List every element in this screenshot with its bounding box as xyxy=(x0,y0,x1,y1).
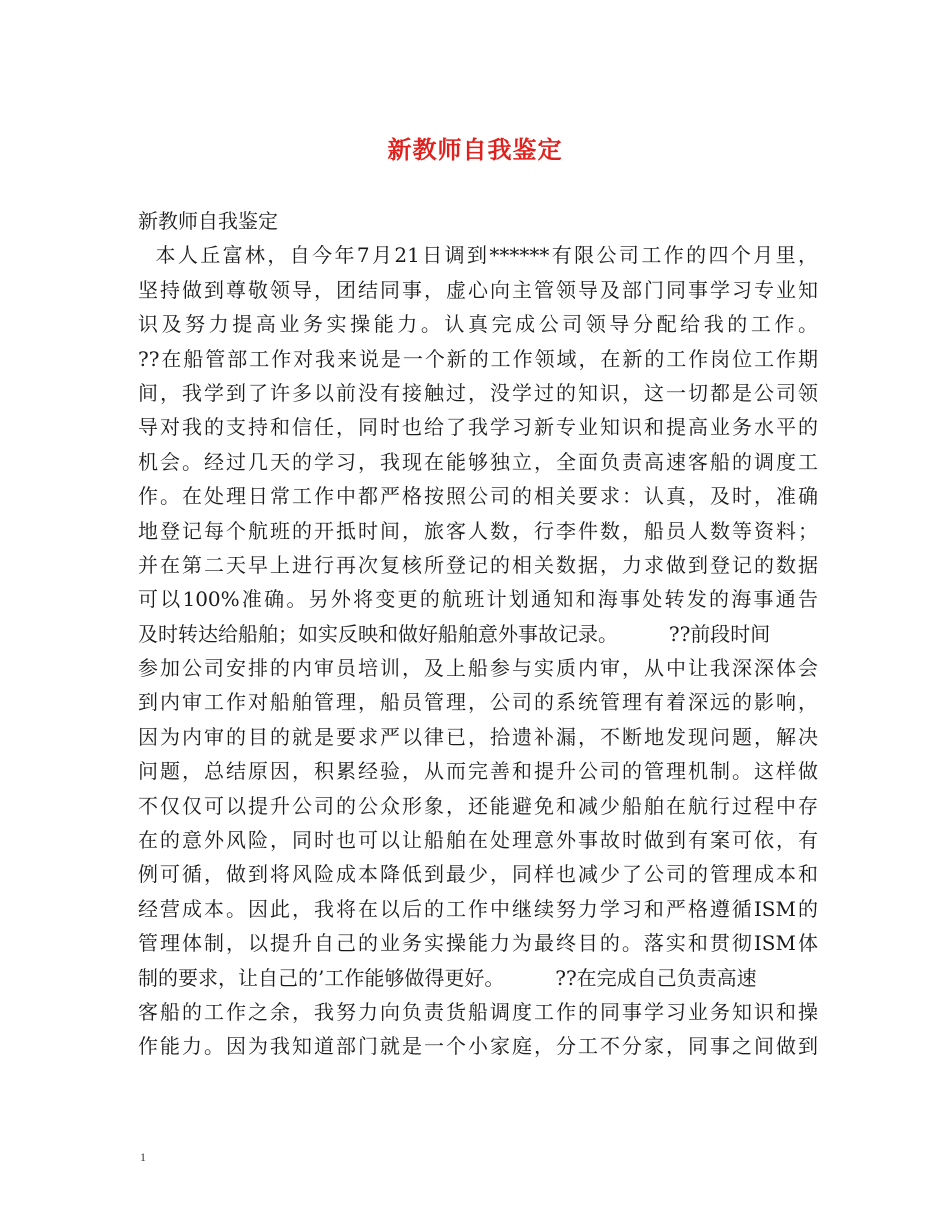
body-line: 因为内审的目的就是要求严以律已，拾遗补漏，不断地发现问题，解决 xyxy=(138,724,818,749)
body-line: 识及努力提高业务实操能力。认真完成公司领导分配给我的工作。 xyxy=(138,312,818,337)
body-line: 到内审工作对船舶管理，船员管理，公司的系统管理有着深远的影响， xyxy=(138,690,818,715)
body-line: 机会。经过几天的学习，我现在能够独立，全面负责高速客船的调度工 xyxy=(138,449,818,474)
body-line: 管理体制，以提升自己的业务实操能力为最终目的。落实和贯彻ISM体 xyxy=(138,931,818,956)
document-title: 新教师自我鉴定 xyxy=(387,135,563,164)
body-line: 坚持做到尊敬领导，团结同事，虚心向主管领导及部门同事学习专业知 xyxy=(138,277,818,302)
body-line: 不仅仅可以提升公司的公众形象，还能避免和减少船舶在航行过程中存 xyxy=(138,793,818,818)
body-line: 客船的工作之余，我努力向负责货船调度工作的同事学习业务知识和操 xyxy=(138,999,818,1024)
body-line: 在的意外风险，同时也可以让船舶在处理意外事故时做到有案可依，有 xyxy=(138,828,818,853)
body-line: 作。在处理日常工作中都严格按照公司的相关要求：认真，及时，准确 xyxy=(138,484,818,509)
page-number: 1 xyxy=(140,1150,146,1164)
body-line: 制的要求，让自己的’工作能够做得更好。 ??在完成自己负责高速 xyxy=(138,965,757,990)
body-line: 可以100%准确。另外将变更的航班计划通知和海事处转发的海事通告 xyxy=(138,587,818,612)
body-line: ??在船管部工作对我来说是一个新的工作领域，在新的工作岗位工作期 xyxy=(138,346,818,371)
body-line: 间，我学到了许多以前没有接触过，没学过的知识，这一切都是公司领 xyxy=(138,380,818,405)
body-line: 地登记每个航班的开抵时间，旅客人数，行李件数，船员人数等资料； xyxy=(138,518,818,543)
body-line: 经营成本。因此，我将在以后的工作中继续努力学习和严格遵循ISM的 xyxy=(138,896,818,921)
body-line: 参加公司安排的内审员培训，及上船参与实质内审，从中让我深深体会 xyxy=(138,656,818,681)
body-line: 及时转达给船舶；如实反映和做好船舶意外事故记录。 ??前段时间 xyxy=(138,621,771,646)
document-body xyxy=(138,204,818,1064)
body-line: 新教师自我鉴定 xyxy=(138,209,278,233)
body-line: 作能力。因为我知道部门就是一个小家庭，分工不分家，同事之间做到 xyxy=(138,1034,818,1059)
body-line: 本人丘富林，自今年7月21日调到******有限公司工作的四个月里， xyxy=(138,243,818,268)
body-line: 并在第二天早上进行再次复核所登记的相关数据，力求做到登记的数据 xyxy=(138,552,818,577)
body-line: 例可循，做到将风险成本降低到最少，同样也减少了公司的管理成本和 xyxy=(138,862,818,887)
body-line: 问题，总结原因，积累经验，从而完善和提升公司的管理机制。这样做 xyxy=(138,759,818,784)
body-line: 导对我的支持和信任，同时也给了我学习新专业知识和提高业务水平的 xyxy=(138,415,818,440)
